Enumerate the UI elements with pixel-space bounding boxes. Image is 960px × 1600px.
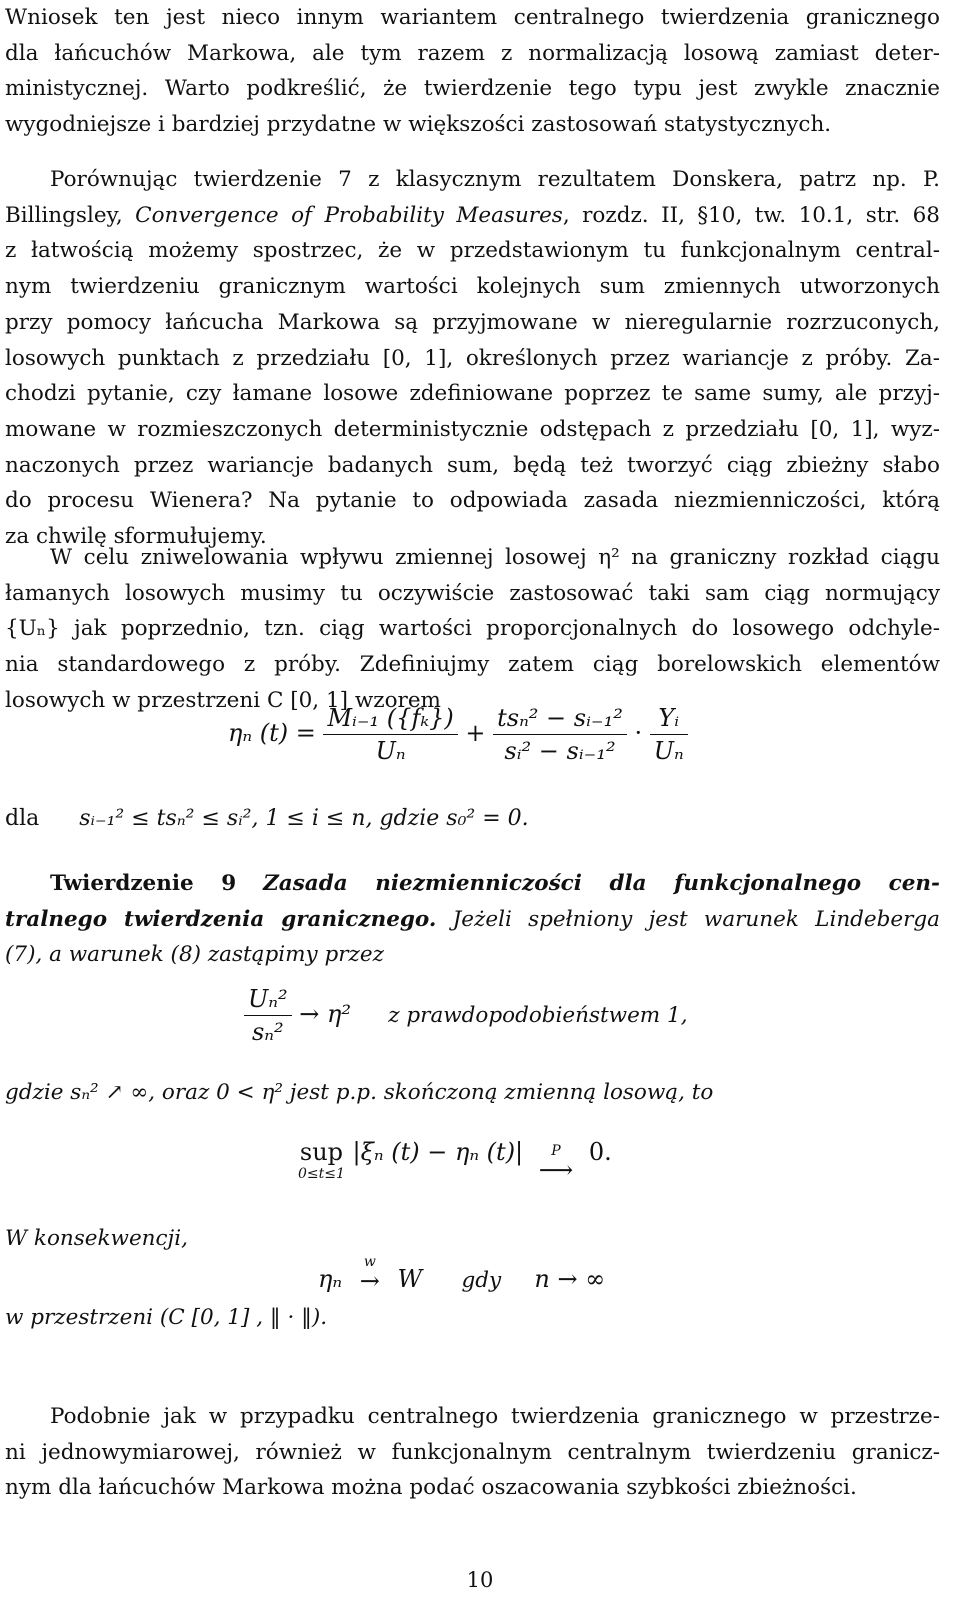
- text-line: przy pomocy łańcucha Markowa są przyjmowane w nieregularnie rozrzuconych,: [5, 309, 940, 335]
- dot-operator: ·: [634, 719, 643, 747]
- eta-n: ηₙ: [318, 1265, 343, 1293]
- equation-lhs: ηₙ (t) =: [228, 719, 316, 747]
- equation-eta-definition: [228, 704, 688, 765]
- fraction-numerator: Mᵢ₋₁ ({fₖ}): [327, 704, 454, 732]
- text-line: nia standardowego z próby. Zdefiniujmy zatem ciąg borelowskich elementów: [5, 652, 940, 678]
- fraction-bar: [323, 734, 457, 735]
- space-statement: w przestrzeni (C [0, 1] , ‖ · ‖).: [5, 1305, 328, 1330]
- sup-range: 0≤t≤1: [298, 1166, 345, 1182]
- fraction-denominator: sᵢ² − sᵢ₋₁²: [504, 737, 616, 765]
- text-line: nym dla łańcuchów Markowa można podać oszacowania szybkości zbieżności.: [5, 1475, 857, 1501]
- equation-sup-convergence: [298, 1138, 612, 1182]
- text-line: wygodniejsze i bardziej przydatne w większości zastosowań statystycznych.: [5, 112, 832, 138]
- sup-expression: |ξₙ (t) − ηₙ (t)|: [352, 1138, 524, 1166]
- condition-expression: sᵢ₋₁² ≤ tsₙ² ≤ sᵢ², 1 ≤ i ≤ n, gdzie s₀² = 0.: [79, 806, 529, 831]
- equation-convergence-ratio: [244, 985, 688, 1046]
- paragraph-donsker: [5, 162, 940, 555]
- limit-zero: 0.: [588, 1138, 612, 1166]
- consequence-label: W konsekwencji,: [5, 1226, 188, 1251]
- fraction-denominator: Uₙ: [375, 737, 406, 765]
- fraction-u-over-s: [244, 985, 292, 1046]
- text-line: losowych w przestrzeni C [0, 1] wzorem: [5, 687, 441, 713]
- page-number: 10: [466, 1568, 494, 1592]
- text-line: Wniosek ten jest nieco innym wariantem centralnego twierdzenia granicznego: [5, 5, 940, 30]
- text-line: ni jednowymiarowej, również w funkcjonalnym centralnym twierdzeniu granicz-: [5, 1439, 940, 1465]
- ref-location: , rozdz. II, §10, tw. 10.1, str. 68: [562, 202, 940, 228]
- theorem-9: [5, 866, 940, 973]
- theorem-line: [5, 902, 940, 938]
- fraction-bar: [650, 734, 688, 735]
- text-line: losowych punktach z przedziału [0, 1], określonych przez wariancje z próby. Za-: [5, 345, 940, 371]
- text-line: łamanych losowych musimy tu oczywiście zastosować taki sam ciąg normujący: [5, 580, 940, 606]
- wiener-process: W: [397, 1265, 423, 1293]
- limit-expression: n → ∞: [534, 1265, 606, 1293]
- fraction-variance-ratio: [493, 704, 627, 765]
- ref-book-title: Convergence of Probability Measures: [135, 202, 563, 228]
- theorem-body: Jeżeli spełniony jest warunek Lindeberga: [436, 906, 940, 932]
- theorem-line: (7), a warunek (8) zastąpimy przez: [5, 942, 384, 968]
- fraction-denominator: Uₙ: [653, 737, 684, 765]
- fraction-denominator: sₙ²: [251, 1018, 284, 1046]
- converges-to-eta: → η²: [299, 1000, 351, 1028]
- text-line: z łatwością możemy spostrzec, że w przedstawionym tu funkcjonalnym central-: [5, 238, 940, 264]
- theorem-name: Zasada niezmienniczości dla funkcjonalnego cen-: [263, 871, 940, 896]
- fraction-numerator: tsₙ² − sᵢ₋₁²: [497, 704, 623, 732]
- ref-author: Billingsley,: [5, 202, 136, 228]
- fraction-numerator: Uₙ²: [248, 985, 288, 1013]
- text-line: chodzi pytanie, czy łamane losowe zdefiniowane poprzez te same sumy, ale przyj-: [5, 381, 940, 407]
- text-line: Podobnie jak w przypadku centralnego twierdzenia granicznego w przestrze-: [50, 1404, 940, 1429]
- text-line: Porównując twierdzenie 7 z klasycznym rezultatem Donskera, patrz np. P.: [50, 167, 940, 192]
- sup-operator: [298, 1138, 345, 1182]
- arrow-label-p: P: [551, 1143, 561, 1159]
- sup-word: sup: [299, 1138, 344, 1166]
- text-line: ministycznej. Warto podkreślić, że twierdzenie tego typu jest zwykle znacznie: [5, 76, 940, 102]
- theorem-label: Twierdzenie 9: [50, 871, 237, 896]
- weak-convergence-arrow: [360, 1255, 380, 1293]
- text-line: mowane w rozmieszczonych deterministycznie odstępach z przedziału [0, 1], wyz-: [5, 416, 940, 442]
- text-line-reference: [5, 198, 940, 234]
- arrow-icon: ⟶: [538, 1156, 574, 1184]
- text-line: za chwilę sformułujemy.: [5, 524, 267, 550]
- fraction-bar: [244, 1015, 292, 1016]
- theorem-name-cont: tralnego twierdzenia granicznego.: [5, 906, 437, 932]
- fraction-m-over-u: [323, 704, 457, 765]
- dla-label: dla: [5, 806, 40, 831]
- fraction-y-over-u: [650, 704, 688, 765]
- paragraph-definition: [5, 540, 940, 719]
- equation-condition-line: [5, 806, 529, 831]
- theorem-assumption-line: gdzie sₙ² ↗ ∞, oraz 0 < η² jest p.p. skończoną zmienną losową, to: [5, 1080, 714, 1105]
- equation-weak-convergence: [318, 1255, 605, 1293]
- text-line: do procesu Wienera? Na pytanie to odpowiada zasada niezmienniczości, którą: [5, 488, 940, 514]
- text-line: W celu zniwelowania wpływu zmiennej losowej η² na graniczny rozkład ciągu: [50, 545, 940, 570]
- fraction-bar: [493, 734, 627, 735]
- prob-convergence-arrow: [539, 1144, 573, 1182]
- paragraph-intro: [5, 0, 940, 143]
- text-line: naczonych przez wariancje badanych sum, będą też tworzyć ciąg zbieżny słabo: [5, 452, 940, 478]
- text-line: dla łańcuchów Markowa, ale tym razem z normalizacją losową zamiast deter-: [5, 40, 940, 66]
- text-line: nym twierdzeniu granicznym wartości kolejnych sum zmiennych utworzonych: [5, 274, 940, 300]
- theorem-heading-line: [5, 866, 940, 902]
- gdy-word: gdy: [461, 1268, 502, 1293]
- paragraph-closing: [5, 1399, 940, 1506]
- arrow-label-w: w: [363, 1254, 376, 1270]
- probability-one-text: z prawdopodobieństwem 1,: [388, 1003, 688, 1028]
- plus-sign: +: [465, 719, 486, 747]
- text-line: {Uₙ} jak poprzednio, tzn. ciąg wartości proporcjonalnych do losowego odchyle-: [5, 616, 940, 642]
- arrow-icon: →: [359, 1267, 380, 1295]
- fraction-numerator: Yᵢ: [658, 704, 680, 732]
